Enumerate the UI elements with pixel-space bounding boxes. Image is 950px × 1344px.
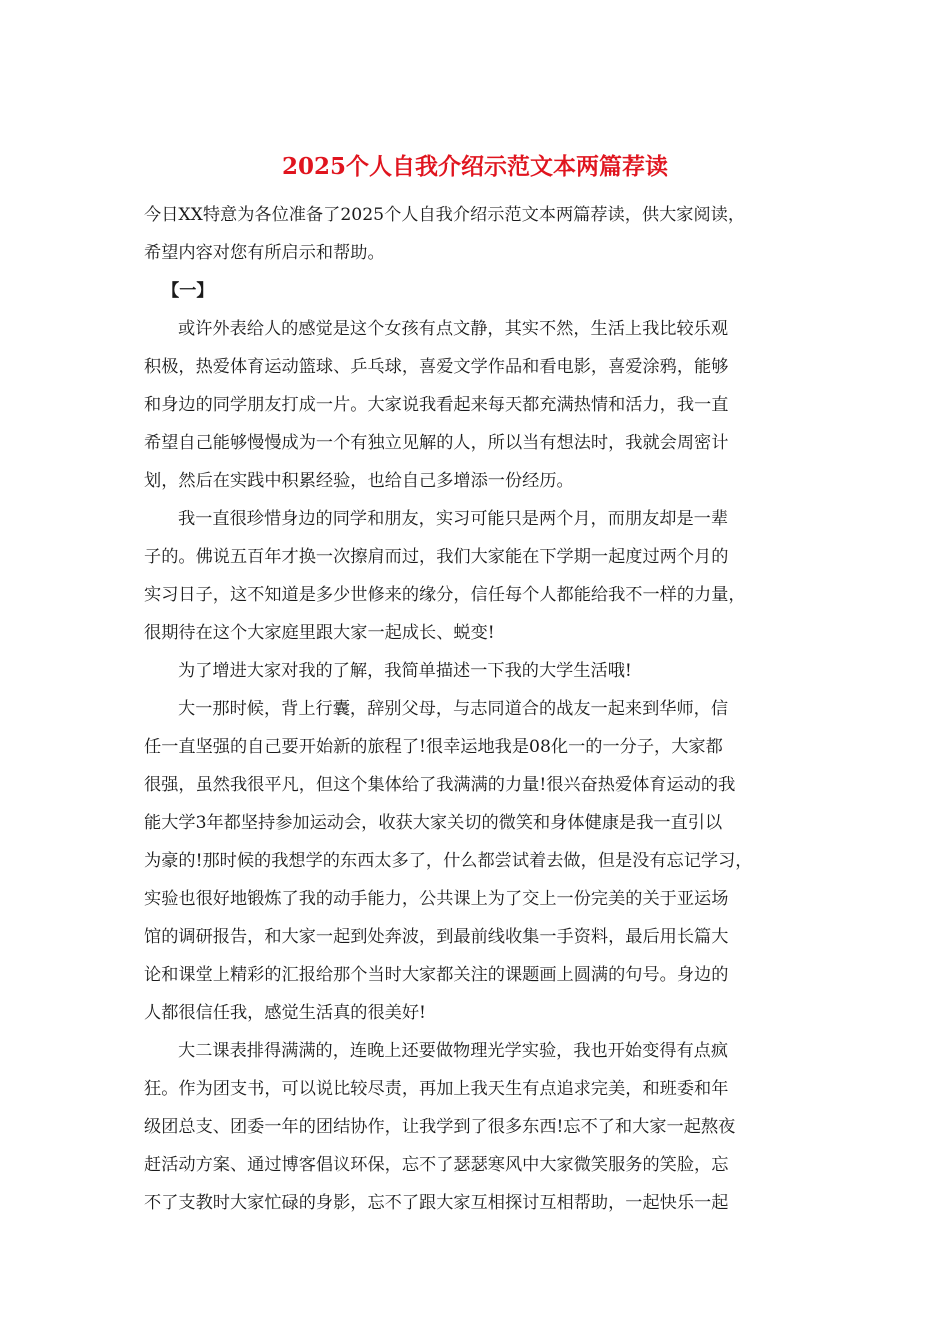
text-line: 狂。作为团支书，可以说比较尽责，再加上我天生有点追求完美，和班委和年 bbox=[144, 1079, 729, 1099]
text-line: 馆的调研报告，和大家一起到处奔波，到最前线收集一手资料，最后用长篇大 bbox=[144, 927, 729, 947]
text-line: 我一直很珍惜身边的同学和朋友，实习可能只是两个月，而朋友却是一辈 bbox=[178, 509, 729, 529]
text-line: 大二课表排得满满的，连晚上还要做物理光学实验，我也开始变得有点疯 bbox=[178, 1041, 729, 1061]
text-line: 能大学3年都坚持参加运动会，收获大家关切的微笑和身体健康是我一直引以 bbox=[144, 813, 723, 833]
document-title: 2025个人自我介绍示范文本两篇荐读 bbox=[281, 153, 668, 180]
text-line: 实习日子，这不知道是多少世修来的缘分，信任每个人都能给我不一样的力量， bbox=[144, 585, 746, 605]
text-line: 或许外表给人的感觉是这个女孩有点文静，其实不然，生活上我比较乐观 bbox=[178, 319, 729, 339]
text-line: 很强，虽然我很平凡，但这个集体给了我满满的力量!很兴奋热爱体育运动的我 bbox=[144, 775, 736, 795]
text-line: 今日XX特意为各位准备了2025个人自我介绍示范文本两篇荐读，供大家阅读， bbox=[144, 205, 746, 225]
text-line: 实验也很好地锻炼了我的动手能力，公共课上为了交上一份完美的关于亚运场 bbox=[144, 889, 729, 909]
text-line: 大一那时候，背上行囊，辞别父母，与志同道合的战友一起来到华师，信 bbox=[178, 699, 729, 719]
text-line: 划，然后在实践中积累经验，也给自己多增添一份经历。 bbox=[144, 471, 574, 491]
text-line: 任一直坚强的自己要开始新的旅程了!很幸运地我是08化一的一分子，大家都 bbox=[144, 737, 723, 757]
text-line: 希望内容对您有所启示和帮助。 bbox=[144, 243, 385, 263]
text-line: 人都很信任我，感觉生活真的很美好! bbox=[144, 1003, 426, 1023]
text-line: 为豪的!那时候的我想学的东西太多了，什么都尝试着去做，但是没有忘记学习， bbox=[144, 851, 753, 871]
document-body bbox=[144, 196, 814, 1222]
text-line: 为了增进大家对我的了解，我简单描述一下我的大学生活哦! bbox=[178, 661, 632, 681]
text-line: 和身边的同学朋友打成一片。大家说我看起来每天都充满热情和活力，我一直 bbox=[144, 395, 729, 415]
text-line: 论和课堂上精彩的汇报给那个当时大家都关注的课题画上圆满的句号。身边的 bbox=[144, 965, 729, 985]
text-line: 级团总支、团委一年的团结协作，让我学到了很多东西!忘不了和大家一起熬夜 bbox=[144, 1117, 736, 1137]
text-line: 积极，热爱体育运动篮球、乒乓球，喜爱文学作品和看电影，喜爱涂鸦，能够 bbox=[144, 357, 729, 377]
section-heading: 【一】 bbox=[162, 281, 214, 301]
text-line: 赶活动方案、通过博客倡议环保，忘不了瑟瑟寒风中大家微笑服务的笑脸，忘 bbox=[144, 1155, 729, 1175]
text-line: 不了支教时大家忙碌的身影，忘不了跟大家互相探讨互相帮助，一起快乐一起 bbox=[144, 1193, 729, 1213]
text-line: 很期待在这个大家庭里跟大家一起成长、蜕变! bbox=[144, 623, 495, 643]
text-line: 子的。佛说五百年才换一次擦肩而过，我们大家能在下学期一起度过两个月的 bbox=[144, 547, 729, 567]
text-line: 希望自己能够慢慢成为一个有独立见解的人，所以当有想法时，我就会周密计 bbox=[144, 433, 729, 453]
